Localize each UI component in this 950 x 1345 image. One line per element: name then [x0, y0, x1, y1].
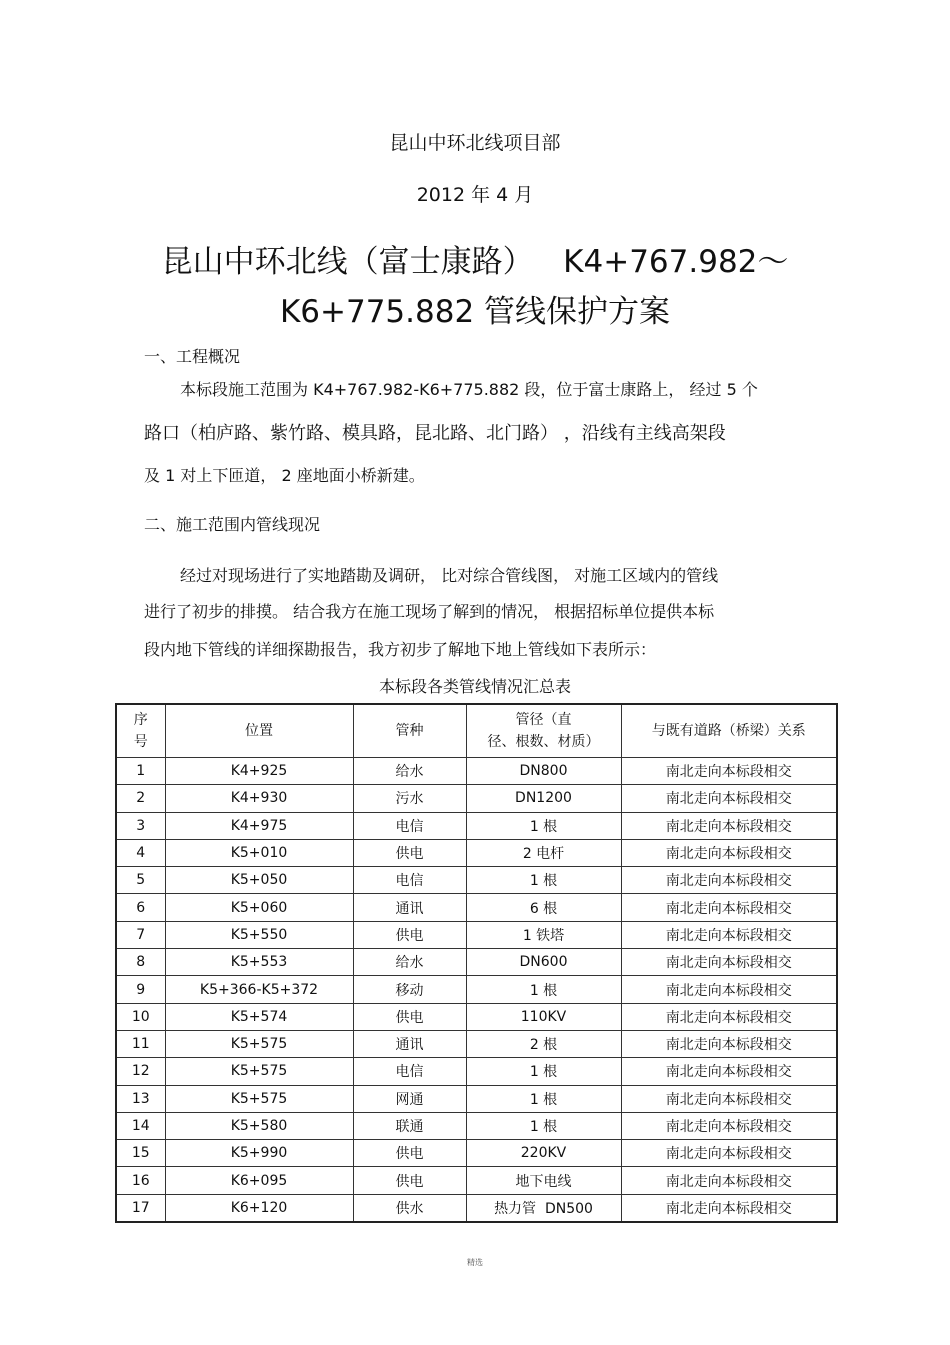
header-location: 位置: [165, 704, 353, 758]
table-row: [116, 1140, 837, 1167]
table-row: [116, 976, 837, 1003]
cell-location: K6+095: [165, 1167, 353, 1194]
cell-relation: 南北走向本标段相交: [621, 812, 837, 839]
cell-spec: 1 根: [466, 1058, 621, 1085]
cell-no: 15: [116, 1140, 165, 1167]
cell-type: 供电: [353, 1140, 466, 1167]
cell-location: K5+575: [165, 1058, 353, 1085]
cell-no: 8: [116, 949, 165, 976]
cell-location: K5+060: [165, 894, 353, 921]
table-row: [116, 867, 837, 894]
table-caption: 本标段各类管线情况汇总表: [378, 677, 571, 696]
cell-relation: 南北走向本标段相交: [621, 758, 837, 785]
table-row: [116, 839, 837, 866]
cell-no: 17: [116, 1194, 165, 1222]
cell-relation: 南北走向本标段相交: [621, 1030, 837, 1057]
cell-relation: 南北走向本标段相交: [621, 1003, 837, 1030]
cell-type: 污水: [353, 785, 466, 812]
table-row: [116, 812, 837, 839]
table-row: [116, 1058, 837, 1085]
section1-line3: 及 1 对上下匝道， 2 座地面小桥新建。: [144, 466, 425, 485]
table-row: [116, 785, 837, 812]
cell-no: 6: [116, 894, 165, 921]
cell-type: 网通: [353, 1085, 466, 1112]
table-row: [116, 1030, 837, 1057]
cell-relation: 南北走向本标段相交: [621, 839, 837, 866]
cell-relation: 南北走向本标段相交: [621, 1085, 837, 1112]
cell-location: K5+990: [165, 1140, 353, 1167]
cell-no: 2: [116, 785, 165, 812]
header-no-line1: 序: [133, 712, 148, 728]
cell-relation: 南北走向本标段相交: [621, 1167, 837, 1194]
table-header-row: [116, 704, 837, 758]
table-row: [116, 1085, 837, 1112]
cell-type: 供电: [353, 1167, 466, 1194]
cell-type: 通讯: [353, 894, 466, 921]
section1-line1: 本标段施工范围为 K4+767.982-K6+775.882 段，位于富士康路上， 经过 5 个: [180, 380, 758, 399]
header-no-line2: 号: [133, 734, 148, 750]
cell-location: K5+574: [165, 1003, 353, 1030]
cell-spec: 1 铁塔: [466, 921, 621, 948]
cell-spec: DN1200: [466, 785, 621, 812]
document-title-line2: K6+775.882 管线保护方案: [279, 294, 671, 330]
cell-spec: 1 根: [466, 867, 621, 894]
table-row: [116, 1112, 837, 1139]
section1-heading: 一、工程概况: [144, 347, 241, 366]
cell-location: K4+925: [165, 758, 353, 785]
pipeline-summary-table: [115, 703, 838, 1223]
cell-spec: 2 根: [466, 1030, 621, 1057]
cell-type: 联通: [353, 1112, 466, 1139]
cell-spec: 1 根: [466, 812, 621, 839]
cell-location: K5+550: [165, 921, 353, 948]
cell-type: 给水: [353, 758, 466, 785]
cell-type: 电信: [353, 812, 466, 839]
cell-type: 供电: [353, 921, 466, 948]
cell-no: 12: [116, 1058, 165, 1085]
table-row: [116, 949, 837, 976]
header-spec: [466, 704, 621, 758]
section1-line2: 路口（柏庐路、紫竹路、模具路，昆北路、北门路） ，沿线有主线高架段: [144, 423, 726, 444]
cell-location: K5+575: [165, 1085, 353, 1112]
cell-spec: 2 电杆: [466, 839, 621, 866]
header-spec-line2: 径、根数、材质）: [487, 734, 600, 750]
cell-relation: 南北走向本标段相交: [621, 785, 837, 812]
cell-spec: DN600: [466, 949, 621, 976]
cell-spec: 110KV: [466, 1003, 621, 1030]
cell-location: K5+366-K5+372: [165, 976, 353, 1003]
header-relation: 与既有道路（桥梁）关系: [621, 704, 837, 758]
cell-spec: 地下电线: [466, 1167, 621, 1194]
cell-relation: 南北走向本标段相交: [621, 1058, 837, 1085]
cell-no: 1: [116, 758, 165, 785]
section2-line3: 段内地下管线的详细探勘报告，我方初步了解地下地上管线如下表所示：: [144, 640, 657, 659]
cell-location: K5+010: [165, 839, 353, 866]
cell-no: 4: [116, 839, 165, 866]
cell-type: 供水: [353, 1194, 466, 1222]
cell-location: K4+930: [165, 785, 353, 812]
cell-type: 电信: [353, 1058, 466, 1085]
table-row: [116, 1003, 837, 1030]
cell-type: 通讯: [353, 1030, 466, 1057]
cell-no: 16: [116, 1167, 165, 1194]
cell-no: 10: [116, 1003, 165, 1030]
cell-type: 供电: [353, 1003, 466, 1030]
cell-spec: 热力管 DN500: [466, 1194, 621, 1222]
cell-relation: 南北走向本标段相交: [621, 921, 837, 948]
document-date: 2012 年 4 月: [416, 184, 534, 206]
table-row: [116, 758, 837, 785]
table-row: [116, 921, 837, 948]
cell-location: K5+050: [165, 867, 353, 894]
section2-line1: 经过对现场进行了实地踏勘及调研， 比对综合管线图， 对施工区域内的管线: [180, 566, 719, 585]
organization-name: 昆山中环北线项目部: [389, 132, 561, 154]
cell-type: 电信: [353, 867, 466, 894]
cell-spec: 1 根: [466, 976, 621, 1003]
cell-spec: 1 根: [466, 1085, 621, 1112]
cell-no: 11: [116, 1030, 165, 1057]
cell-location: K4+975: [165, 812, 353, 839]
cell-type: 移动: [353, 976, 466, 1003]
cell-spec: 1 根: [466, 1112, 621, 1139]
cell-spec: 220KV: [466, 1140, 621, 1167]
footer-text: 精选: [467, 1258, 483, 1267]
cell-relation: 南北走向本标段相交: [621, 867, 837, 894]
cell-no: 5: [116, 867, 165, 894]
header-no: [116, 704, 165, 758]
cell-location: K5+553: [165, 949, 353, 976]
cell-no: 14: [116, 1112, 165, 1139]
cell-relation: 南北走向本标段相交: [621, 1140, 837, 1167]
cell-no: 9: [116, 976, 165, 1003]
section2-line2: 进行了初步的排摸。 结合我方在施工现场了解到的情况， 根据招标单位提供本标: [144, 602, 715, 621]
cell-relation: 南北走向本标段相交: [621, 894, 837, 921]
cell-location: K5+580: [165, 1112, 353, 1139]
cell-relation: 南北走向本标段相交: [621, 976, 837, 1003]
cell-relation: 南北走向本标段相交: [621, 1112, 837, 1139]
cell-location: K6+120: [165, 1194, 353, 1222]
cell-type: 供电: [353, 839, 466, 866]
cell-relation: 南北走向本标段相交: [621, 949, 837, 976]
cell-no: 7: [116, 921, 165, 948]
section2-heading: 二、施工范围内管线现况: [144, 515, 321, 534]
table-row: [116, 1167, 837, 1194]
cell-spec: DN800: [466, 758, 621, 785]
cell-type: 给水: [353, 949, 466, 976]
document-title-line1: 昆山中环北线（富士康路） K4+767.982～: [161, 244, 789, 280]
cell-no: 3: [116, 812, 165, 839]
header-type: 管种: [353, 704, 466, 758]
table-row: [116, 894, 837, 921]
table-row: [116, 1194, 837, 1222]
cell-no: 13: [116, 1085, 165, 1112]
cell-location: K5+575: [165, 1030, 353, 1057]
cell-relation: 南北走向本标段相交: [621, 1194, 837, 1222]
cell-spec: 6 根: [466, 894, 621, 921]
header-spec-line1: 管径（直: [515, 712, 572, 728]
